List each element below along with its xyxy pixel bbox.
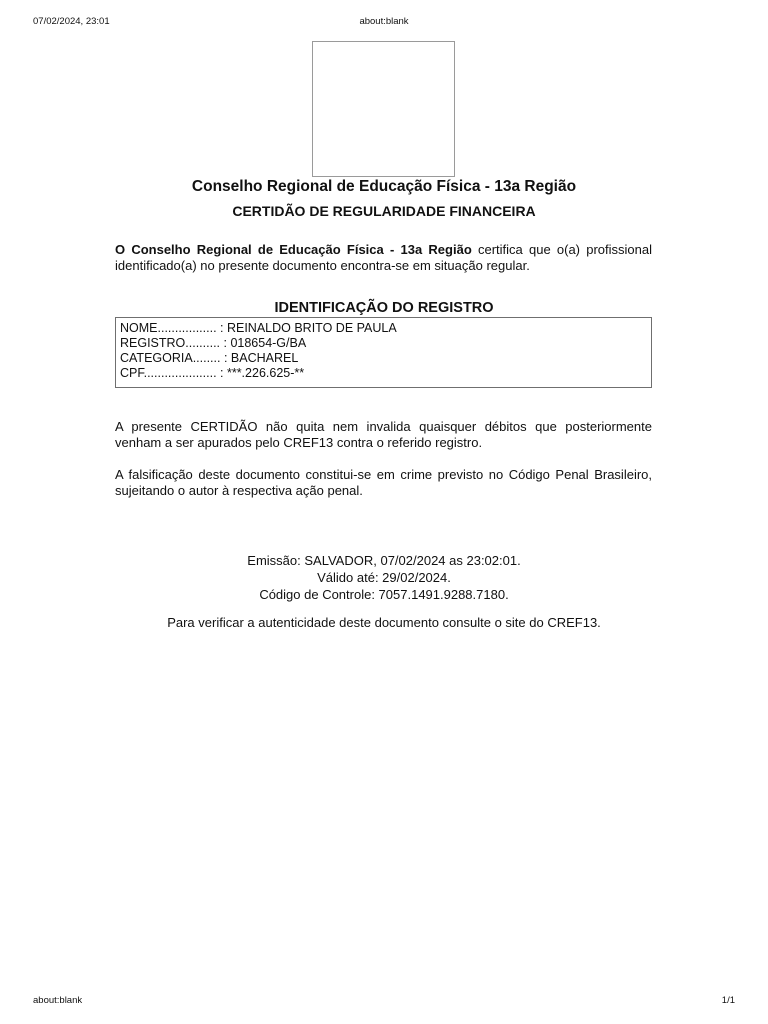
- org-title: Conselho Regional de Educação Física - 13a Região: [191, 178, 577, 195]
- print-footer-url: about:blank: [33, 995, 83, 1006]
- verify-line: Para verificar a autenticidade deste documento consulte o site do CREF13.: [167, 615, 601, 630]
- document-title: CERTIDÃO DE REGULARIDADE FINANCEIRA: [232, 203, 536, 219]
- registry-value: ***.226.625-**: [226, 366, 305, 380]
- page-number: 1/1: [721, 995, 735, 1006]
- print-header-url: about:blank: [359, 16, 409, 27]
- registry-value: BACHAREL: [230, 351, 299, 365]
- notice-quitacao: A presente CERTIDÃO não quita nem invalida quaisquer débitos que posteriormente venham a ser apurados pelo CREF13 contra o referido registro.: [115, 419, 652, 450]
- registry-label: CATEGORIA........ :: [120, 351, 231, 365]
- registry-row-name: [120, 321, 647, 336]
- validity-line: Válido até: 29/02/2024.: [317, 570, 451, 585]
- registry-label: CPF..................... :: [120, 366, 227, 380]
- registry-box: [115, 317, 652, 388]
- print-datetime: 07/02/2024, 23:01: [33, 16, 110, 27]
- registry-label: NOME................. :: [120, 321, 227, 335]
- control-code-line: Código de Controle: 7057.1491.9288.7180.: [259, 587, 509, 602]
- logo-placeholder: [312, 41, 455, 177]
- registry-row-cpf: [120, 366, 647, 381]
- registry-value: 018654-G/BA: [230, 336, 307, 350]
- intro-org-name: O Conselho Regional de Educação Física - 13a Região: [115, 242, 472, 257]
- emission-line: Emissão: SALVADOR, 07/02/2024 as 23:02:01.: [247, 553, 521, 568]
- section-title: IDENTIFICAÇÃO DO REGISTRO: [274, 300, 494, 316]
- notice-falsificacao: A falsificação deste documento constitui-se em crime previsto no Código Penal Brasileiro, sujeitando o autor à respectiva ação penal.: [115, 467, 652, 498]
- registry-label: REGISTRO.......... :: [120, 336, 231, 350]
- print-footer: [33, 995, 735, 1009]
- intro-paragraph: [115, 242, 652, 274]
- registry-row-category: [120, 351, 647, 366]
- registry-row-number: [120, 336, 647, 351]
- registry-value: REINALDO BRITO DE PAULA: [226, 321, 397, 335]
- print-header: [33, 16, 735, 30]
- intro-text: certifica que o(a) profissional identificado(a) no presente documento encontra-se em situação regular.: [115, 242, 652, 273]
